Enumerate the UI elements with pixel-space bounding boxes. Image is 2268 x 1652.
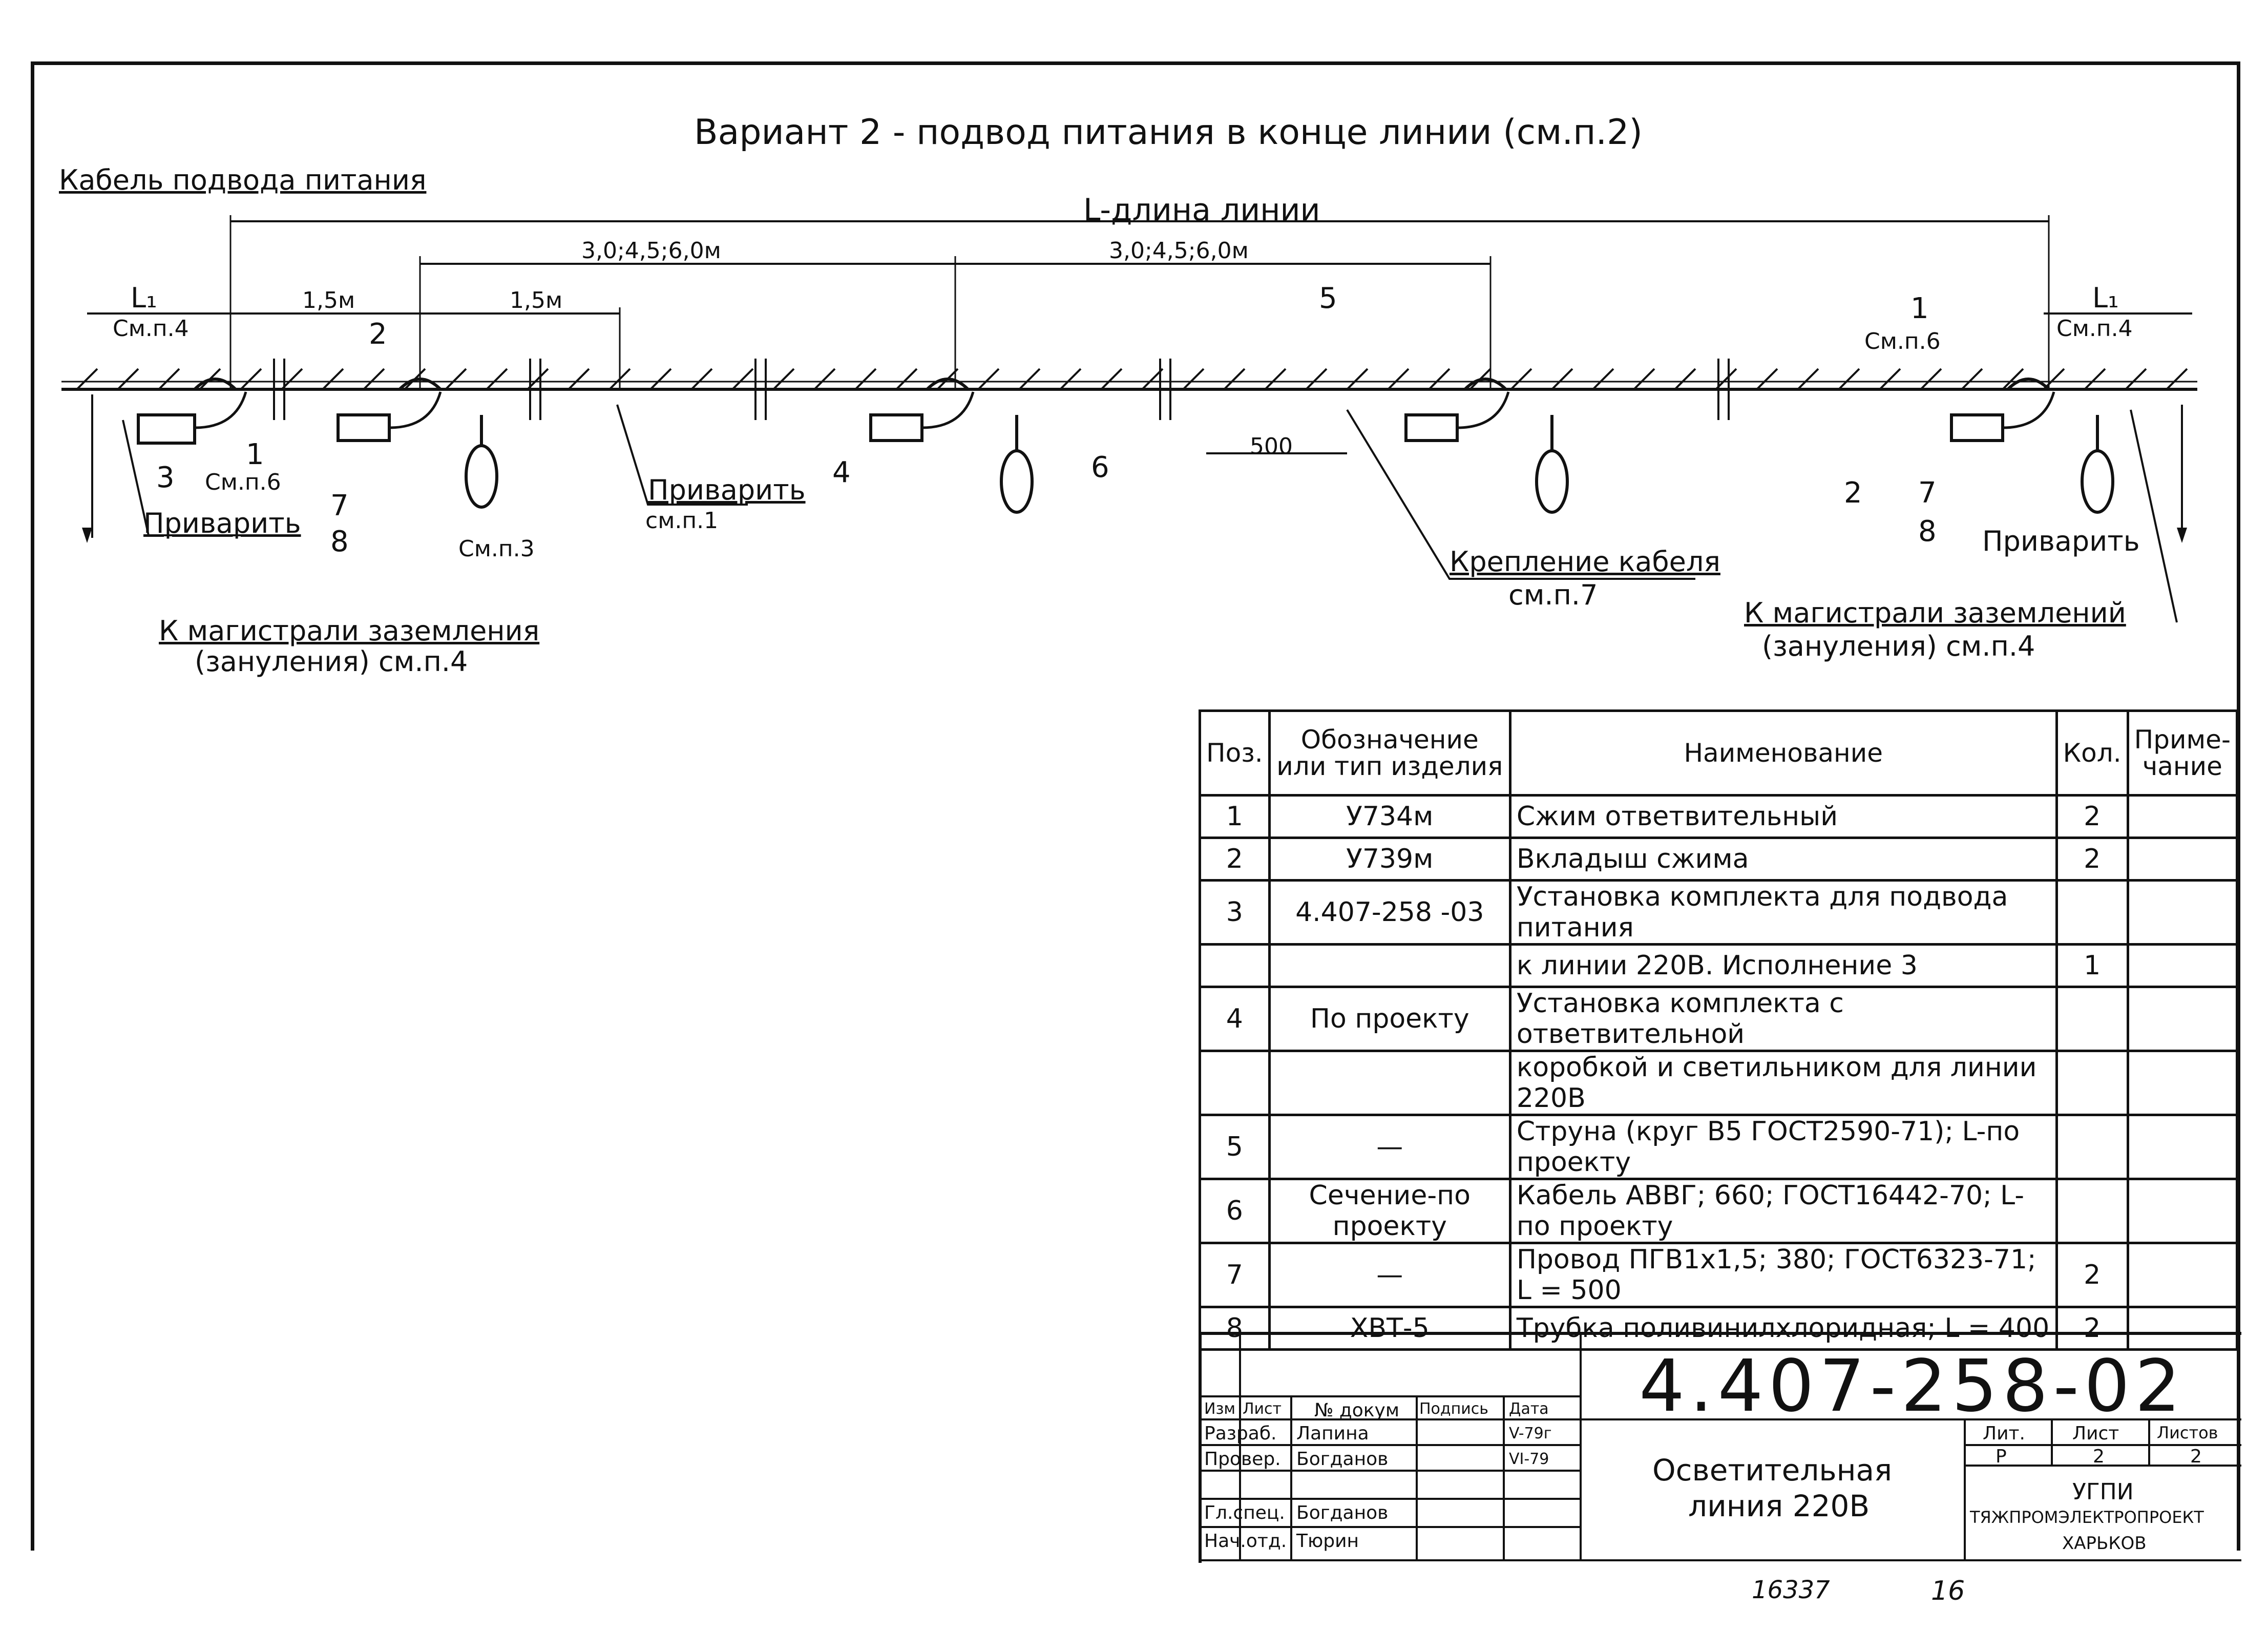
spec-cell-name: Сжим ответвительный — [1510, 796, 2056, 838]
junction-box-3 — [871, 415, 922, 441]
spacing-label-2: 3,0;4,5;6,0м — [1109, 238, 1249, 264]
spec-cell-name: Установка комплекта с ответвительной — [1510, 987, 2056, 1051]
tb-name-3: Богданов — [1296, 1502, 1389, 1523]
spec-header-designation: Обозначение или тип изделия — [1269, 711, 1510, 796]
spec-cell-pos: 6 — [1200, 1179, 1270, 1243]
lamp-ref-label: См.п.3 — [458, 536, 535, 562]
tb-header-sign: Подпись — [1419, 1400, 1488, 1418]
line-length-label: L-длина линии — [1083, 192, 1320, 228]
tb-header-list: Лист — [1243, 1400, 1282, 1418]
spec-cell-name: Провод ПГВ1х1,5; 380; ГОСТ6323-71; L = 500 — [1510, 1243, 2056, 1307]
spec-cell-note — [2128, 1179, 2237, 1243]
weld-left-label: Приварить — [143, 507, 301, 539]
spec-cell-note — [2128, 881, 2237, 945]
ref-1-right-note: См.п.6 — [1864, 328, 1941, 354]
spec-cell-pos: 5 — [1200, 1115, 1270, 1179]
spec-cell-pos — [1200, 945, 1270, 987]
position-7-left-label: 7 — [330, 489, 349, 522]
tb-sheet-label: Лист — [2072, 1423, 2119, 1444]
l1-left-label: L₁ — [131, 282, 157, 314]
spec-header-row — [1200, 711, 2237, 796]
table-row — [1200, 1115, 2237, 1179]
ground-leads — [92, 394, 2182, 538]
table-row — [1200, 987, 2237, 1051]
tb-sheets-value: 2 — [2190, 1446, 2202, 1467]
tb-sheets-label: Листов — [2157, 1423, 2218, 1442]
spec-cell-pos: 8 — [1200, 1307, 1270, 1350]
spec-cell-designation: ХВТ-5 — [1269, 1307, 1510, 1350]
spec-cell-qty: 2 — [2056, 838, 2128, 881]
weld-right-label: Приварить — [1982, 525, 2140, 557]
position-2-right-label: 2 — [1844, 476, 1862, 510]
spec-cell-designation: Сечение-по проекту — [1269, 1179, 1510, 1243]
weld-mid-ref: см.п.1 — [645, 508, 719, 534]
tb-name-1: Лапина — [1296, 1423, 1369, 1444]
spec-cell-pos: 3 — [1200, 881, 1270, 945]
spec-header-pos: Поз. — [1200, 711, 1270, 796]
spec-cell-qty: 2 — [2056, 1307, 2128, 1350]
table-row — [1200, 1243, 2237, 1307]
spec-cell-qty — [2056, 1179, 2128, 1243]
spec-header-qty: Кол. — [2056, 711, 2128, 796]
junction-box-5 — [1951, 415, 2003, 441]
tb-header-izm: Изм — [1204, 1400, 1236, 1418]
cable-fix-label: Крепление кабеля — [1450, 546, 1720, 578]
ground-right-line-2: (зануления) см.п.4 — [1762, 630, 2035, 662]
spec-cell-name: Трубка поливинилхлоридная; L = 400 — [1510, 1307, 2056, 1350]
tb-role-3: Гл.спец. — [1204, 1502, 1285, 1523]
spec-cell-name: коробкой и светильником для линии 220В — [1510, 1051, 2056, 1115]
ref-1-right-label: 1 — [1910, 292, 1929, 325]
spec-cell-pos: 7 — [1200, 1243, 1270, 1307]
spec-cell-note — [2128, 945, 2237, 987]
spec-cell-pos: 2 — [1200, 838, 1270, 881]
spec-cell-qty — [2056, 1115, 2128, 1179]
ref-1-left-label: 1 — [246, 438, 264, 471]
tb-header-doc: № докум — [1314, 1400, 1400, 1421]
spec-cell-pos: 4 — [1200, 987, 1270, 1051]
spec-cell-note — [2128, 1051, 2237, 1115]
ref-1-left-note: См.п.6 — [205, 469, 281, 495]
spec-cell-designation — [1269, 1051, 1510, 1115]
spacing-label-1: 3,0;4,5;6,0м — [581, 238, 721, 264]
spec-cell-note — [2128, 838, 2237, 881]
spec-cell-name: к линии 220В. Исполнение 3 — [1510, 945, 2056, 987]
ground-right-line-1: К магистрали заземлений — [1744, 597, 2126, 629]
table-row — [1200, 945, 2237, 987]
tb-header-date: Дата — [1509, 1400, 1549, 1418]
l1-left-ref: См.п.4 — [113, 316, 189, 342]
tb-name-4: Тюрин — [1296, 1531, 1359, 1552]
spec-cell-qty — [2056, 881, 2128, 945]
spec-cell-note — [2128, 796, 2237, 838]
stamp-number: 16337 — [1752, 1576, 1830, 1604]
spec-cell-designation: — — [1269, 1243, 1510, 1307]
tb-org-1: УГПИ — [2072, 1479, 2134, 1505]
position-4-label: 4 — [832, 456, 851, 489]
tb-org-3: ХАРЬКОВ — [2062, 1533, 2147, 1554]
table-row — [1200, 881, 2237, 945]
tb-sheet-value: 2 — [2093, 1446, 2105, 1467]
table-row — [1200, 1051, 2237, 1115]
cable-drops — [195, 392, 2054, 428]
spec-cell-pos — [1200, 1051, 1270, 1115]
weld-mid-label: Приварить — [648, 474, 806, 506]
cable-fix-ref: см.п.7 — [1508, 579, 1598, 611]
tb-name-2: Богданов — [1296, 1449, 1389, 1470]
table-row — [1200, 796, 2237, 838]
junction-box-1 — [138, 415, 195, 443]
specification-table — [1199, 709, 2238, 1351]
l1-right-ref: См.п.4 — [2056, 316, 2133, 342]
arrowheads — [82, 528, 2187, 543]
spec-cell-qty — [2056, 1051, 2128, 1115]
tb-lit-label: Лит. — [1983, 1423, 2025, 1444]
tb-lit-value: Р — [1996, 1446, 2007, 1467]
spec-cell-note — [2128, 1115, 2237, 1179]
ceiling-hatching — [77, 369, 2187, 389]
spec-cell-note — [2128, 987, 2237, 1051]
position-3-label: 3 — [156, 461, 175, 494]
ground-left-line-2: (зануления) см.п.4 — [195, 645, 468, 678]
spec-cell-note — [2128, 1243, 2237, 1307]
l1-right-label: L₁ — [2092, 282, 2119, 314]
tb-role-1: Разраб. — [1204, 1423, 1277, 1444]
position-8-left-label: 8 — [330, 525, 349, 558]
tb-role-4: Нач.отд. — [1204, 1531, 1287, 1552]
dim-15-b-label: 1,5м — [510, 287, 563, 313]
leader-lines — [123, 405, 2177, 622]
tb-role-2: Провер. — [1204, 1449, 1281, 1470]
spec-cell-qty — [2056, 987, 2128, 1051]
spec-cell-name: Кабель АВВГ; 660; ГОСТ16442-70; L- по проекту — [1510, 1179, 2056, 1243]
table-row — [1200, 838, 2237, 881]
cable-feed-label: Кабель подвода питания — [59, 164, 427, 196]
dim-15-a-label: 1,5м — [302, 287, 355, 313]
spec-cell-name: Установка комплекта для подвода питания — [1510, 881, 2056, 945]
spec-cell-designation: 4.407-258 -03 — [1269, 881, 1510, 945]
dim-500-label: 500 — [1250, 433, 1293, 459]
spec-cell-designation — [1269, 945, 1510, 987]
ground-left-line-1: К магистрали заземления — [159, 615, 540, 647]
spec-cell-qty: 1 — [2056, 945, 2128, 987]
spec-cell-name: Струна (круг В5 ГОСТ2590-71); L-по проекту — [1510, 1115, 2056, 1179]
drawing-title-line-2: линия 220В — [1688, 1489, 1870, 1523]
spec-table-body — [1200, 796, 2237, 1350]
position-7-right-label: 7 — [1918, 476, 1937, 510]
drawing-title-line-1: Осветительная — [1652, 1453, 1892, 1488]
spec-cell-designation: По проекту — [1269, 987, 1510, 1051]
spec-cell-designation: У739м — [1269, 838, 1510, 881]
tb-org-2: ТЯЖПРОМЭЛЕКТРОПРОЕКТ — [1970, 1508, 2204, 1527]
spec-header-note: Приме-чание — [2128, 711, 2237, 796]
position-6-label: 6 — [1091, 451, 1109, 484]
spec-cell-designation: — — [1269, 1115, 1510, 1179]
page-number: 16 — [1931, 1576, 1965, 1606]
spec-cell-designation: У734м — [1269, 796, 1510, 838]
spec-header-name: Наименование — [1510, 711, 2056, 796]
drawing-title: Вариант 2 - подвод питания в конце линии (см.п.2) — [694, 112, 1643, 153]
position-5-label: 5 — [1319, 282, 1337, 315]
junction-box-2 — [338, 415, 389, 441]
position-8-right-label: 8 — [1918, 515, 1937, 548]
spec-cell-qty: 2 — [2056, 796, 2128, 838]
junction-box-4 — [1406, 415, 1457, 441]
spec-cell-pos: 1 — [1200, 796, 1270, 838]
table-row — [1200, 1179, 2237, 1243]
spec-cell-qty: 2 — [2056, 1243, 2128, 1307]
spec-cell-name: Вкладыш сжима — [1510, 838, 2056, 881]
document-number: 4.407-258-02 — [1639, 1345, 2186, 1428]
position-2-left-label: 2 — [369, 318, 387, 351]
tb-date-2: VI-79 — [1509, 1450, 1549, 1468]
tb-date-1: V-79г — [1509, 1425, 1552, 1442]
